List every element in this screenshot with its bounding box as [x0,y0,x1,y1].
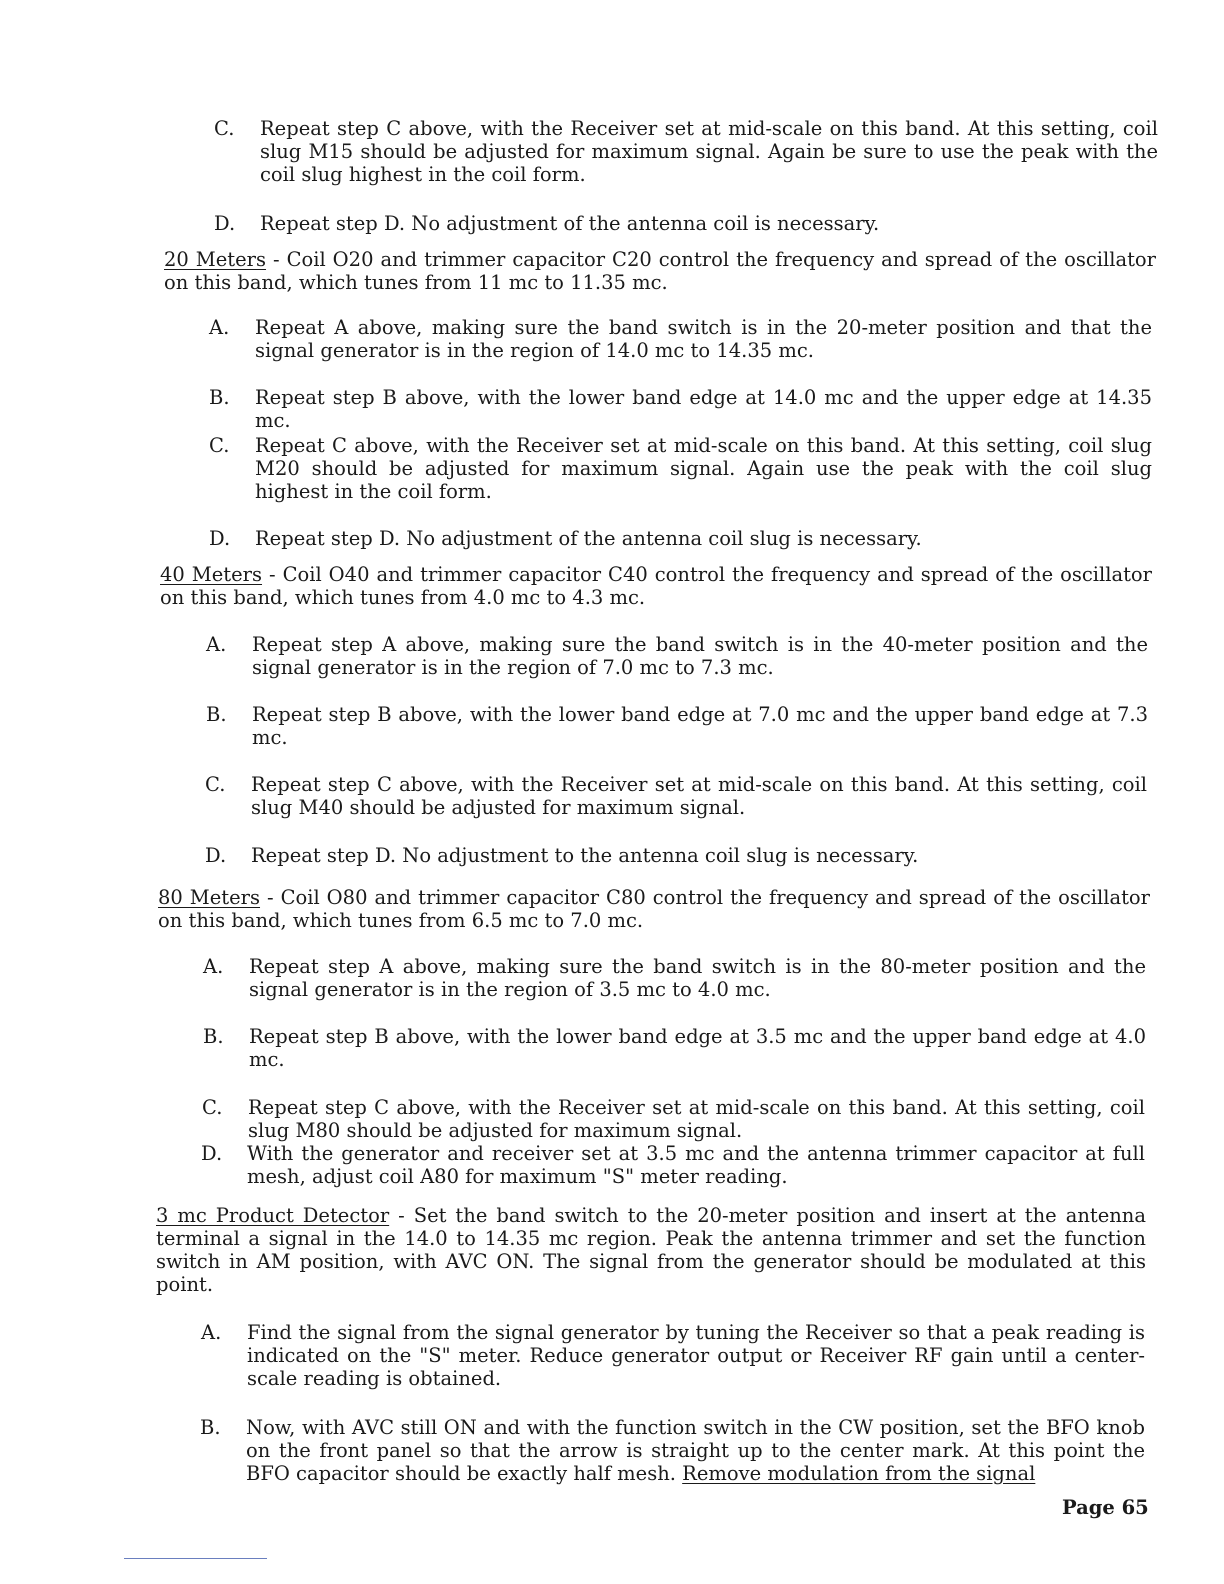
step-text: Repeat step B above, with the lower band edge at 7.0 mc and the upper band edge at 7.3 mc. [252,703,1148,749]
list-item [209,316,1152,362]
list-item [209,527,1152,550]
step-letter: B. [200,1416,221,1439]
section-text: - Coil O80 and trimmer capacitor C80 control the frequency and spread of the oscillator on this band, which tunes from 6.5 mc to 7.0 mc. [158,886,1150,932]
step-text: Repeat step A above, making sure the band switch is in the 80-meter position and the signal generator is in the region of 3.5 mc to 4.0 mc. [249,955,1146,1001]
list-item [201,1142,1145,1188]
section-heading: 3 mc Product Detector [156,1204,390,1227]
step-text: Repeat step C above, with the Receiver set at mid-scale on this band. At this setting, coil slug M40 should be adjusted for maximum signal. [251,773,1147,819]
step-text: Repeat step B above, with the lower band edge at 14.0 mc and the upper edge at 14.35 mc. [255,386,1152,432]
step-text: Repeat A above, making sure the band switch is in the 20-meter position and that the signal generator is in the region of 14.0 mc to 14.35 mc. [255,316,1152,362]
section-text: - Set the band switch to the 20-meter position and insert at the antenna terminal a signal in the 14.0 to 14.35 mc region. Peak the antenna trimmer and set the function switch in AM position, with AVC ON. The signal from the generator should be modulated at this point. [156,1204,1146,1296]
list-item [200,1416,1145,1485]
step-letter: C. [209,434,230,457]
list-item [214,117,1158,186]
step-text: Repeat step B above, with the lower band edge at 3.5 mc and the upper band edge at 4.0 mc. [249,1025,1146,1071]
step-letter: A. [201,1321,222,1344]
step-letter: B. [203,1025,224,1048]
step-letter: D. [205,844,227,867]
step-text: Repeat step A above, making sure the band switch is in the 40-meter position and the signal generator is in the region of 7.0 mc to 7.3 mc. [252,633,1148,679]
section-heading: 80 Meters [158,886,261,909]
underlined-instruction: Remove modulation from the signal [682,1462,1036,1485]
section-40-meters [160,563,1152,609]
list-item [203,1025,1146,1071]
page-number: Page 65 [1062,1496,1149,1519]
step-letter: C. [205,773,226,796]
step-letter: A. [206,633,227,656]
section-80-meters [158,886,1150,932]
section-text: - Coil O40 and trimmer capacitor C40 control the frequency and spread of the oscillator on this band, which tunes from 4.0 mc to 4.3 mc. [160,563,1152,609]
list-item [205,773,1147,819]
section-product-detector [156,1204,1146,1296]
step-letter: A. [209,316,230,339]
section-heading: 20 Meters [164,248,267,271]
step-text: With the generator and receiver set at 3.5 mc and the antenna trimmer capacitor at full mesh, adjust coil A80 for maximum "S" meter reading. [247,1142,1145,1188]
section-heading: 40 Meters [160,563,263,586]
step-text: Repeat step C above, with the Receiver set at mid-scale on this band. At this setting, coil slug M80 should be adjusted for maximum signal. [248,1096,1145,1142]
step-letter: B. [206,703,227,726]
step-letter: D. [214,212,236,235]
list-item [203,955,1146,1001]
step-letter: A. [203,955,224,978]
step-letter: C. [202,1096,223,1119]
section-text: - Coil O20 and trimmer capacitor C20 control the frequency and spread of the oscillator on this band, which tunes from 11 mc to 11.35 mc. [164,248,1156,294]
step-letter: C. [214,117,235,140]
step-letter: D. [209,527,231,550]
list-item [209,386,1152,432]
footer-rule [124,1558,267,1559]
step-text: Repeat step D. No adjustment to the antenna coil slug is necessary. [251,844,919,867]
list-item [202,1096,1145,1142]
list-item [209,434,1152,503]
step-text: Now, with AVC still ON and with the function switch in the CW position, set the BFO knob on the front panel so that the arrow is straight up to the center mark. At this point the BFO capacitor should be exactly half mesh. [246,1416,1145,1485]
list-item [214,212,1158,235]
list-item [205,844,1147,867]
step-text: Repeat step C above, with the Receiver set at mid-scale on this band. At this setting, coil slug M15 should be adjusted for maximum signal. Again be sure to use the peak with the coil slug highest in the coil form. [260,117,1158,186]
list-item [206,633,1148,679]
step-text: Repeat step D. No adjustment of the antenna coil slug is necessary. [255,527,922,550]
list-item [206,703,1148,749]
step-text: Repeat C above, with the Receiver set at mid-scale on this band. At this setting, coil slug M20 should be adjusted for maximum signal. Again use the peak with the coil slug highest in the coil form. [255,434,1152,503]
step-letter: B. [209,386,230,409]
step-text: Find the signal from the signal generator by tuning the Receiver so that a peak reading is indicated on the "S" meter. Reduce generator output or Receiver RF gain until a center-scale reading is obtained. [247,1321,1145,1390]
step-text: Repeat step D. No adjustment of the antenna coil is necessary. [260,212,880,235]
section-20-meters [164,248,1156,294]
list-item [201,1321,1145,1390]
step-letter: D. [201,1142,223,1165]
